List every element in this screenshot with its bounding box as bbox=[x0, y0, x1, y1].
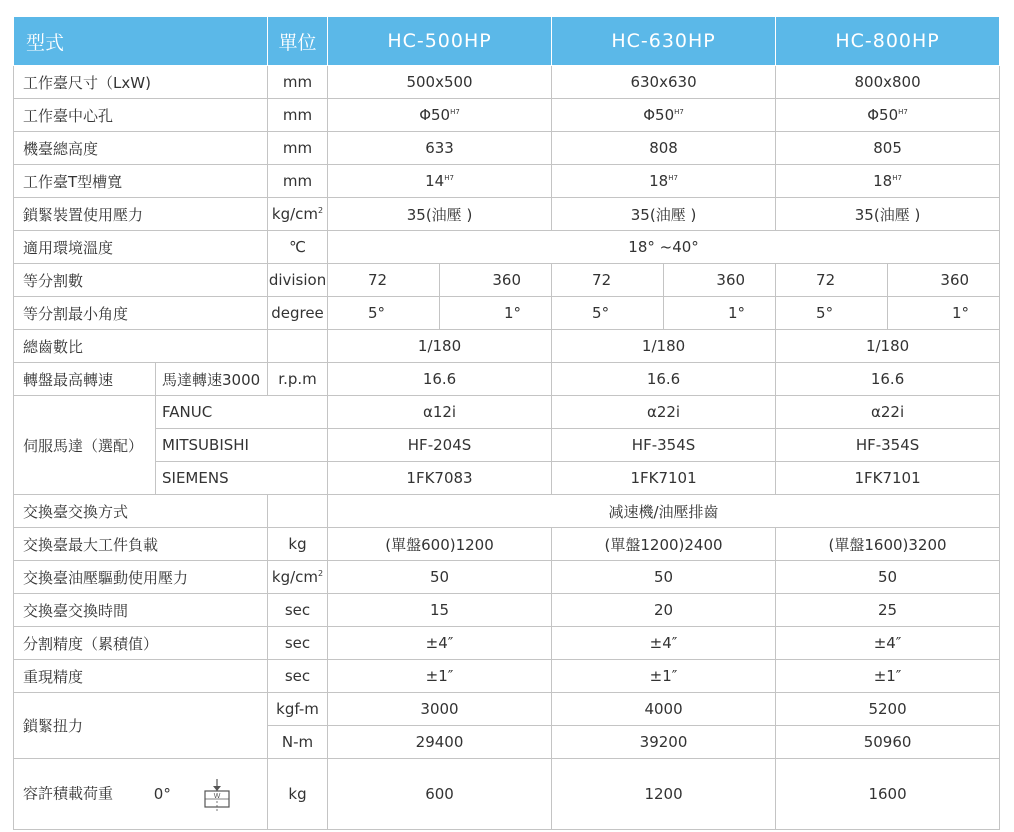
row-table-size bbox=[14, 66, 1000, 99]
header-row bbox=[14, 17, 1000, 66]
row-clamp-pressure bbox=[14, 198, 1000, 231]
load-weight-icon bbox=[202, 777, 232, 811]
tolerance-sup: H7 bbox=[674, 108, 684, 116]
value-cell: 360 bbox=[888, 264, 1000, 297]
value-cell bbox=[328, 99, 552, 132]
value-cell: 630x630 bbox=[552, 66, 776, 99]
row-unit bbox=[268, 561, 328, 594]
value-cell: 50 bbox=[552, 561, 776, 594]
unit-sup: 2 bbox=[318, 206, 324, 215]
row-unit-empty bbox=[268, 495, 328, 528]
row-center-hole bbox=[14, 99, 1000, 132]
value-text: 14 bbox=[425, 172, 445, 190]
value-cell: 1FK7101 bbox=[552, 462, 776, 495]
row-label: 適用環境溫度 bbox=[14, 231, 268, 264]
value-cell: HF-354S bbox=[776, 429, 1000, 462]
value-text: Φ50 bbox=[643, 106, 675, 124]
value-cell bbox=[776, 99, 1000, 132]
value-cell: 1200 bbox=[552, 759, 776, 830]
tolerance-sup: H7 bbox=[444, 174, 454, 182]
row-label: 交換臺油壓驅動使用壓力 bbox=[14, 561, 268, 594]
row-unit bbox=[268, 198, 328, 231]
unit-header: 單位 bbox=[268, 17, 328, 66]
unit-sup: 2 bbox=[318, 569, 324, 578]
value-cell: 808 bbox=[552, 132, 776, 165]
row-unit: kg bbox=[268, 759, 328, 830]
value-cell: ±4″ bbox=[328, 627, 552, 660]
row-label: 重現精度 bbox=[14, 660, 268, 693]
row-servo-mitsubishi bbox=[14, 429, 1000, 462]
value-cell: 360 bbox=[664, 264, 776, 297]
value-cell: 4000 bbox=[552, 693, 776, 726]
value-cell: (單盤1200)2400 bbox=[552, 528, 776, 561]
row-height bbox=[14, 132, 1000, 165]
row-servo-siemens bbox=[14, 462, 1000, 495]
value-cell: 1° bbox=[888, 297, 1000, 330]
row-unit: kg bbox=[268, 528, 328, 561]
servo-brand: FANUC bbox=[156, 396, 328, 429]
row-ambient bbox=[14, 231, 1000, 264]
value-cell bbox=[328, 165, 552, 198]
value-cell: 16.6 bbox=[328, 363, 552, 396]
row-label: 交換臺交換方式 bbox=[14, 495, 268, 528]
servo-brand: SIEMENS bbox=[156, 462, 328, 495]
row-label: 工作臺尺寸（LxW) bbox=[14, 66, 268, 99]
spec-table-container bbox=[13, 16, 999, 830]
value-cell: 1FK7101 bbox=[776, 462, 1000, 495]
row-exchange-time bbox=[14, 594, 1000, 627]
value-cell: 600 bbox=[328, 759, 552, 830]
value-cell: 1600 bbox=[776, 759, 1000, 830]
value-cell: 50960 bbox=[776, 726, 1000, 759]
value-cell: (單盤600)1200 bbox=[328, 528, 552, 561]
value-cell: 35(油壓 ) bbox=[328, 198, 552, 231]
value-cell: 1/180 bbox=[552, 330, 776, 363]
value-cell: 29400 bbox=[328, 726, 552, 759]
value-cell: HF-354S bbox=[552, 429, 776, 462]
value-cell: 35(油壓 ) bbox=[776, 198, 1000, 231]
row-label: 機臺總高度 bbox=[14, 132, 268, 165]
value-cell: 16.6 bbox=[552, 363, 776, 396]
row-unit: ℃ bbox=[268, 231, 328, 264]
value-cell: 5° bbox=[776, 297, 888, 330]
servo-brand: MITSUBISHI bbox=[156, 429, 328, 462]
row-label: 交換臺最大工件負載 bbox=[14, 528, 268, 561]
value-cell: ±1″ bbox=[328, 660, 552, 693]
row-label: 分割精度（累積值） bbox=[14, 627, 268, 660]
value-cell: (單盤1600)3200 bbox=[776, 528, 1000, 561]
row-label: 鎖緊裝置使用壓力 bbox=[14, 198, 268, 231]
value-cell: 16.6 bbox=[776, 363, 1000, 396]
value-cell: α22i bbox=[776, 396, 1000, 429]
row-divisions bbox=[14, 264, 1000, 297]
value-cell: 1/180 bbox=[776, 330, 1000, 363]
value-cell: 18° ~40° bbox=[328, 231, 1000, 264]
row-unit: degree bbox=[268, 297, 328, 330]
row-unit: r.p.m bbox=[268, 363, 328, 396]
model-header-hc800: HC-800HP bbox=[776, 17, 1000, 66]
value-cell: α22i bbox=[552, 396, 776, 429]
spec-table bbox=[13, 16, 1000, 830]
value-cell: 1° bbox=[440, 297, 552, 330]
value-cell: 633 bbox=[328, 132, 552, 165]
value-cell bbox=[552, 99, 776, 132]
value-cell: ±1″ bbox=[776, 660, 1000, 693]
type-header: 型式 bbox=[14, 17, 268, 66]
value-text: Φ50 bbox=[419, 106, 451, 124]
row-label: 工作臺T型槽寬 bbox=[14, 165, 268, 198]
tolerance-sup: H7 bbox=[898, 108, 908, 116]
row-unit: mm bbox=[268, 132, 328, 165]
row-label: 等分割最小角度 bbox=[14, 297, 268, 330]
row-sublabel: 馬達轉速3000 bbox=[156, 363, 268, 396]
value-cell: 3000 bbox=[328, 693, 552, 726]
value-cell: 20 bbox=[552, 594, 776, 627]
row-label: 總齒數比 bbox=[14, 330, 268, 363]
row-label: 等分割數 bbox=[14, 264, 268, 297]
row-index-accuracy bbox=[14, 627, 1000, 660]
value-cell: 39200 bbox=[552, 726, 776, 759]
value-cell: 72 bbox=[776, 264, 888, 297]
value-cell: 15 bbox=[328, 594, 552, 627]
value-cell: α12i bbox=[328, 396, 552, 429]
value-cell: 72 bbox=[328, 264, 440, 297]
value-cell: 360 bbox=[440, 264, 552, 297]
value-cell: 500x500 bbox=[328, 66, 552, 99]
row-max-speed bbox=[14, 363, 1000, 396]
row-unit: N-m bbox=[268, 726, 328, 759]
value-text: Φ50 bbox=[867, 106, 899, 124]
row-label: 轉盤最高轉速 bbox=[14, 363, 156, 396]
value-cell: HF-204S bbox=[328, 429, 552, 462]
tolerance-sup: H7 bbox=[450, 108, 460, 116]
row-unit: kgf-m bbox=[268, 693, 328, 726]
value-cell bbox=[552, 165, 776, 198]
value-cell: 50 bbox=[328, 561, 552, 594]
weight-letter: W bbox=[213, 793, 220, 800]
value-cell: ±4″ bbox=[552, 627, 776, 660]
value-cell: 减速機/油壓排齒 bbox=[328, 495, 1000, 528]
row-max-load bbox=[14, 528, 1000, 561]
value-cell: 5° bbox=[552, 297, 664, 330]
row-unit: sec bbox=[268, 594, 328, 627]
row-label: 伺服馬達（選配） bbox=[14, 396, 156, 495]
tolerance-sup: H7 bbox=[668, 174, 678, 182]
value-cell: 25 bbox=[776, 594, 1000, 627]
unit-text: kg/cm bbox=[271, 568, 319, 586]
value-cell: 50 bbox=[776, 561, 1000, 594]
row-exchange-method bbox=[14, 495, 1000, 528]
model-header-hc500: HC-500HP bbox=[328, 17, 552, 66]
row-exchange-pressure bbox=[14, 561, 1000, 594]
row-label: 容許積載荷重 bbox=[23, 784, 114, 803]
row-unit: sec bbox=[268, 627, 328, 660]
row-label: 工作臺中心孔 bbox=[14, 99, 268, 132]
value-cell: 800x800 bbox=[776, 66, 1000, 99]
row-unit: mm bbox=[268, 66, 328, 99]
row-servo-fanuc bbox=[14, 396, 1000, 429]
model-header-hc630: HC-630HP bbox=[552, 17, 776, 66]
value-cell: 1° bbox=[664, 297, 776, 330]
tolerance-sup: H7 bbox=[892, 174, 902, 182]
row-unit-empty bbox=[268, 330, 328, 363]
value-cell: 5200 bbox=[776, 693, 1000, 726]
value-cell: 1/180 bbox=[328, 330, 552, 363]
value-cell: 805 bbox=[776, 132, 1000, 165]
row-min-angle bbox=[14, 297, 1000, 330]
value-text: 18 bbox=[649, 172, 669, 190]
unit-text: kg/cm bbox=[271, 205, 319, 223]
row-gear-ratio bbox=[14, 330, 1000, 363]
value-cell bbox=[776, 165, 1000, 198]
value-cell: 72 bbox=[552, 264, 664, 297]
row-label-cell bbox=[14, 759, 268, 830]
row-t-slot bbox=[14, 165, 1000, 198]
row-load-capacity bbox=[14, 759, 1000, 830]
value-cell: 1FK7083 bbox=[328, 462, 552, 495]
row-unit: sec bbox=[268, 660, 328, 693]
value-text: 18 bbox=[873, 172, 893, 190]
angle-label: 0° bbox=[153, 784, 171, 803]
row-unit: mm bbox=[268, 99, 328, 132]
row-unit: mm bbox=[268, 165, 328, 198]
row-unit: division bbox=[268, 264, 328, 297]
value-cell: ±4″ bbox=[776, 627, 1000, 660]
value-cell: 35(油壓 ) bbox=[552, 198, 776, 231]
value-cell: 5° bbox=[328, 297, 440, 330]
row-repeat-accuracy bbox=[14, 660, 1000, 693]
row-clamp-torque-kgf bbox=[14, 693, 1000, 726]
row-label: 交換臺交換時間 bbox=[14, 594, 268, 627]
value-cell: ±1″ bbox=[552, 660, 776, 693]
row-label: 鎖緊扭力 bbox=[14, 693, 268, 759]
